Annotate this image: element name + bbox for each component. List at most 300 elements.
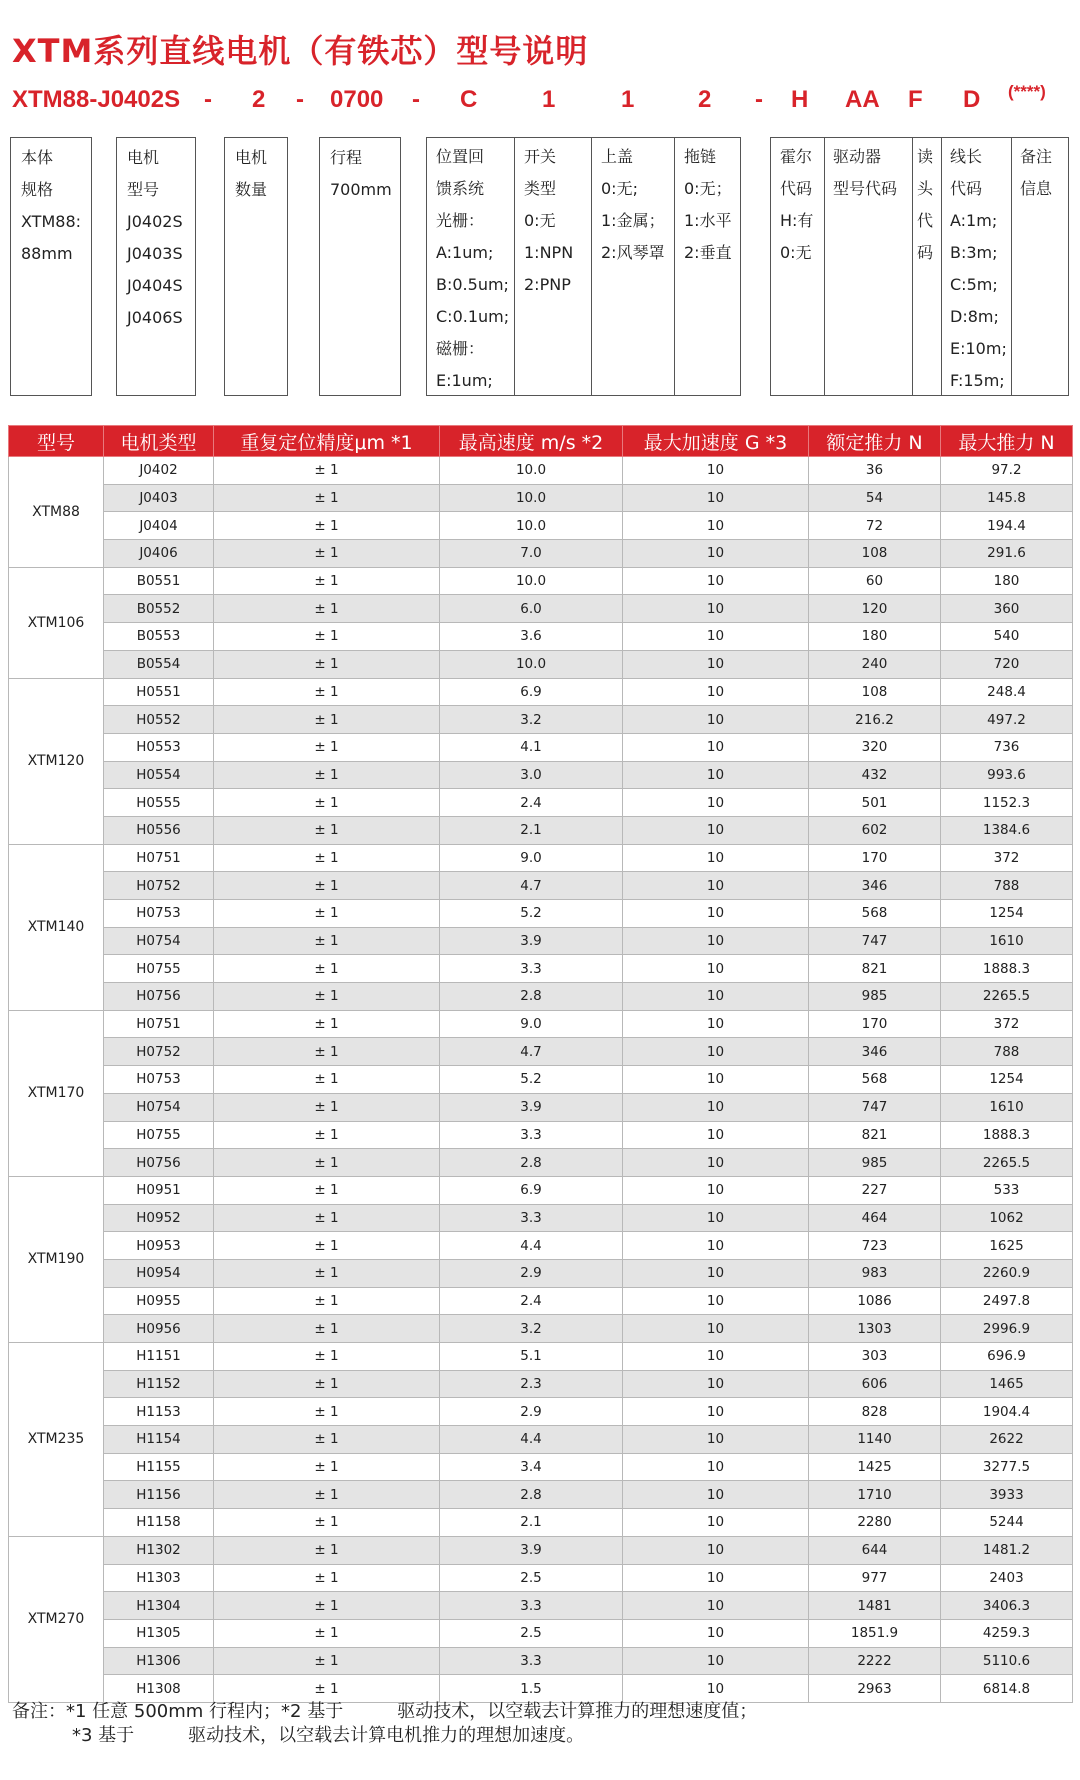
cell-peak-force: 1904.4 [941, 1398, 1073, 1426]
cell-max-speed: 3.3 [440, 1647, 623, 1675]
model-code-segment: AA [845, 86, 880, 113]
cell-rated-force: 1481 [809, 1592, 941, 1620]
cell-motor-type: H0754 [104, 927, 214, 955]
cell-max-acceleration: 10 [623, 1619, 809, 1647]
cell-max-speed: 10.0 [440, 512, 623, 540]
cell-max-acceleration: 10 [623, 1647, 809, 1675]
cell-motor-type: H1302 [104, 1536, 214, 1564]
cell-peak-force: 1481.2 [941, 1536, 1073, 1564]
table-row [9, 983, 1073, 1011]
cell-peak-force: 533 [941, 1176, 1073, 1204]
table-row [9, 540, 1073, 568]
cell-peak-force: 248.4 [941, 678, 1073, 706]
cell-peak-force: 1610 [941, 927, 1073, 955]
model-code-segment: C [460, 86, 478, 113]
cell-repeatability: ± 1 [214, 1509, 440, 1537]
model-code-segment: - [412, 86, 420, 113]
legend-line: 88mm [21, 244, 73, 263]
cell-rated-force: 1851.9 [809, 1619, 941, 1647]
cell-peak-force: 696.9 [941, 1343, 1073, 1371]
cell-peak-force: 788 [941, 1038, 1073, 1066]
legend-line: 1:水平 [684, 211, 732, 230]
cell-max-acceleration: 10 [623, 567, 809, 595]
legend-line: 2:PNP [524, 275, 571, 294]
cell-rated-force: 180 [809, 623, 941, 651]
table-row [9, 457, 1073, 485]
cell-max-speed: 2.8 [440, 983, 623, 1011]
cell-max-speed: 3.2 [440, 1315, 623, 1343]
legend-line: 2:垂直 [684, 243, 732, 262]
cell-repeatability: ± 1 [214, 1564, 440, 1592]
cell-rated-force: 108 [809, 678, 941, 706]
cell-max-acceleration: 10 [623, 1259, 809, 1287]
cell-repeatability: ± 1 [214, 678, 440, 706]
legend-line: 光栅： [436, 211, 485, 230]
header-model: 型号 [9, 426, 104, 457]
cell-repeatability: ± 1 [214, 706, 440, 734]
cell-peak-force: 2622 [941, 1426, 1073, 1454]
cell-max-acceleration: 10 [623, 1592, 809, 1620]
cell-max-speed: 2.1 [440, 1509, 623, 1537]
cell-rated-force: 602 [809, 816, 941, 844]
model-code-line [0, 82, 1080, 122]
cell-rated-force: 108 [809, 540, 941, 568]
legend-line: 700mm [330, 180, 392, 199]
cell-motor-type: H1308 [104, 1675, 214, 1703]
legend-line: 电机 [235, 148, 268, 167]
cell-motor-type: J0403 [104, 484, 214, 512]
cell-rated-force: 828 [809, 1398, 941, 1426]
cell-max-speed: 5.2 [440, 1066, 623, 1094]
cell-model: XTM140 [9, 844, 104, 1010]
legend-drag-chain [674, 137, 741, 396]
table-row [9, 650, 1073, 678]
legend-line: B:3m; [950, 243, 998, 262]
cell-model: XTM270 [9, 1536, 104, 1702]
cell-max-speed: 3.3 [440, 1592, 623, 1620]
cell-max-speed: 3.0 [440, 761, 623, 789]
cell-peak-force: 2497.8 [941, 1287, 1073, 1315]
cell-motor-type: H0755 [104, 1121, 214, 1149]
cell-max-acceleration: 10 [623, 678, 809, 706]
cell-motor-type: H0556 [104, 816, 214, 844]
cell-peak-force: 1254 [941, 900, 1073, 928]
cell-repeatability: ± 1 [214, 623, 440, 651]
cell-repeatability: ± 1 [214, 1176, 440, 1204]
table-row [9, 623, 1073, 651]
cell-repeatability: ± 1 [214, 927, 440, 955]
cell-motor-type: H1303 [104, 1564, 214, 1592]
cell-max-acceleration: 10 [623, 789, 809, 817]
model-code-segment: - [204, 86, 212, 113]
cell-max-speed: 3.9 [440, 1093, 623, 1121]
cell-repeatability: ± 1 [214, 1259, 440, 1287]
table-row [9, 1343, 1073, 1371]
cell-motor-type: H1154 [104, 1426, 214, 1454]
cell-max-acceleration: 10 [623, 512, 809, 540]
cell-model: XTM235 [9, 1343, 104, 1537]
cell-max-speed: 3.9 [440, 927, 623, 955]
cell-repeatability: ± 1 [214, 1426, 440, 1454]
legend-line: 1:金属； [601, 211, 665, 230]
cell-peak-force: 736 [941, 733, 1073, 761]
spec-table-body [9, 457, 1073, 1703]
cell-motor-type: H1304 [104, 1592, 214, 1620]
cell-peak-force: 1465 [941, 1370, 1073, 1398]
cell-max-speed: 3.3 [440, 1204, 623, 1232]
cell-rated-force: 1303 [809, 1315, 941, 1343]
legend-line: J0402S [127, 212, 183, 231]
cell-motor-type: H0751 [104, 1010, 214, 1038]
legend-line: 读 [917, 147, 934, 166]
cell-max-acceleration: 10 [623, 706, 809, 734]
cell-model: XTM106 [9, 567, 104, 678]
cell-max-speed: 5.1 [440, 1343, 623, 1371]
legend-line: 开关 [524, 147, 557, 166]
cell-max-speed: 2.4 [440, 789, 623, 817]
cell-rated-force: 985 [809, 983, 941, 1011]
cell-max-speed: 4.1 [440, 733, 623, 761]
cell-rated-force: 2963 [809, 1675, 941, 1703]
cell-max-acceleration: 10 [623, 1010, 809, 1038]
table-row [9, 678, 1073, 706]
cell-repeatability: ± 1 [214, 1149, 440, 1177]
cell-max-speed: 2.5 [440, 1564, 623, 1592]
cell-max-acceleration: 10 [623, 1453, 809, 1481]
cell-rated-force: 985 [809, 1149, 941, 1177]
cell-max-speed: 3.3 [440, 1121, 623, 1149]
cell-peak-force: 372 [941, 1010, 1073, 1038]
legend-line: C:0.1um; [436, 307, 510, 326]
cell-rated-force: 983 [809, 1259, 941, 1287]
table-row [9, 1426, 1073, 1454]
cell-repeatability: ± 1 [214, 983, 440, 1011]
cell-peak-force: 993.6 [941, 761, 1073, 789]
cell-max-acceleration: 10 [623, 1232, 809, 1260]
legend-line: 2:风琴罩 [601, 243, 665, 262]
cell-max-speed: 2.4 [440, 1287, 623, 1315]
cell-repeatability: ± 1 [214, 1370, 440, 1398]
legend-line: 拖链 [684, 147, 717, 166]
cell-rated-force: 2222 [809, 1647, 941, 1675]
legend-line: 0:无; [601, 179, 638, 198]
cell-max-acceleration: 10 [623, 1121, 809, 1149]
cell-max-speed: 1.5 [440, 1675, 623, 1703]
legend-line: 霍尔 [780, 147, 813, 166]
table-row [9, 872, 1073, 900]
cell-rated-force: 60 [809, 567, 941, 595]
table-row [9, 1536, 1073, 1564]
cell-max-acceleration: 10 [623, 733, 809, 761]
cell-max-acceleration: 10 [623, 844, 809, 872]
cell-max-acceleration: 10 [623, 1370, 809, 1398]
model-code-segment: - [755, 86, 763, 113]
cell-peak-force: 1384.6 [941, 816, 1073, 844]
legend-line: 上盖 [601, 147, 634, 166]
cell-rated-force: 1086 [809, 1287, 941, 1315]
legend-line: E:1um; [436, 371, 493, 390]
legend-line: F:15m; [950, 371, 1005, 390]
cell-motor-type: H0753 [104, 1066, 214, 1094]
cell-rated-force: 320 [809, 733, 941, 761]
legend-remarks [1010, 137, 1069, 396]
cell-rated-force: 346 [809, 872, 941, 900]
cell-peak-force: 180 [941, 567, 1073, 595]
cell-motor-type: H0551 [104, 678, 214, 706]
cell-repeatability: ± 1 [214, 844, 440, 872]
legend-line: 数量 [235, 180, 268, 199]
cell-peak-force: 788 [941, 872, 1073, 900]
cell-max-acceleration: 10 [623, 1176, 809, 1204]
legend-cover [591, 137, 674, 396]
legend-line: 磁栅： [436, 339, 485, 358]
cell-motor-type: H1158 [104, 1509, 214, 1537]
cell-max-acceleration: 10 [623, 1564, 809, 1592]
cell-rated-force: 568 [809, 900, 941, 928]
cell-repeatability: ± 1 [214, 1536, 440, 1564]
header-peak-force: 最大推力 N [941, 426, 1073, 457]
legend-line: 代码 [780, 179, 813, 198]
cell-repeatability: ± 1 [214, 1343, 440, 1371]
cell-max-speed: 2.8 [440, 1149, 623, 1177]
cell-motor-type: H1151 [104, 1343, 214, 1371]
cell-motor-type: H0752 [104, 872, 214, 900]
cell-max-speed: 7.0 [440, 540, 623, 568]
cell-repeatability: ± 1 [214, 733, 440, 761]
cell-motor-type: H0956 [104, 1315, 214, 1343]
cell-motor-type: H0756 [104, 1149, 214, 1177]
cell-max-acceleration: 10 [623, 1398, 809, 1426]
legend-line: A:1um; [436, 243, 494, 262]
table-row [9, 1149, 1073, 1177]
header-max-speed: 最高速度 m/s *2 [440, 426, 623, 457]
model-code-segment: 1 [542, 86, 556, 113]
cell-motor-type: J0406 [104, 540, 214, 568]
legend-hall-code [770, 137, 823, 396]
legend-line: J0406S [127, 308, 183, 327]
model-code-segment: 1 [621, 86, 635, 113]
cell-peak-force: 2260.9 [941, 1259, 1073, 1287]
cell-rated-force: 723 [809, 1232, 941, 1260]
legend-line: 型号代码 [833, 179, 898, 198]
table-row [9, 1315, 1073, 1343]
table-row [9, 1675, 1073, 1703]
cell-motor-type: H0954 [104, 1259, 214, 1287]
cell-repeatability: ± 1 [214, 484, 440, 512]
cell-max-acceleration: 10 [623, 1536, 809, 1564]
table-row [9, 1232, 1073, 1260]
cell-rated-force: 54 [809, 484, 941, 512]
cell-max-acceleration: 10 [623, 1204, 809, 1232]
cell-peak-force: 2265.5 [941, 983, 1073, 1011]
table-row [9, 1176, 1073, 1204]
cell-peak-force: 1152.3 [941, 789, 1073, 817]
cell-max-acceleration: 10 [623, 761, 809, 789]
table-row [9, 567, 1073, 595]
cell-rated-force: 821 [809, 955, 941, 983]
cell-max-speed: 6.0 [440, 595, 623, 623]
legend-line: 0:无 [524, 211, 556, 230]
model-code-segment: 0700 [330, 86, 384, 113]
cell-max-speed: 6.9 [440, 678, 623, 706]
cell-rated-force: 36 [809, 457, 941, 485]
header-rated-force: 额定推力 N [809, 426, 941, 457]
legend-line: 1:NPN [524, 243, 574, 262]
cell-repeatability: ± 1 [214, 1481, 440, 1509]
cell-repeatability: ± 1 [214, 457, 440, 485]
cell-rated-force: 216.2 [809, 706, 941, 734]
header-repeatability: 重复定位精度μm *1 [214, 426, 440, 457]
cell-motor-type: H0755 [104, 955, 214, 983]
cell-peak-force: 360 [941, 595, 1073, 623]
cell-motor-type: H1306 [104, 1647, 214, 1675]
table-row [9, 733, 1073, 761]
legend-line: B:0.5um; [436, 275, 509, 294]
cell-repeatability: ± 1 [214, 955, 440, 983]
cell-rated-force: 346 [809, 1038, 941, 1066]
model-code-segment: H [791, 86, 809, 113]
table-row [9, 1564, 1073, 1592]
legend-switch-type [514, 137, 591, 396]
cell-motor-type: H0754 [104, 1093, 214, 1121]
model-code-segment: D [963, 86, 981, 113]
cell-repeatability: ± 1 [214, 1204, 440, 1232]
cell-max-acceleration: 10 [623, 1481, 809, 1509]
table-row [9, 1259, 1073, 1287]
cell-max-speed: 2.1 [440, 816, 623, 844]
cell-motor-type: H1305 [104, 1619, 214, 1647]
legend-feedback-system [426, 137, 514, 396]
table-row [9, 955, 1073, 983]
table-row [9, 512, 1073, 540]
cell-repeatability: ± 1 [214, 1066, 440, 1094]
cell-max-acceleration: 10 [623, 1093, 809, 1121]
legend-line: 信息 [1020, 179, 1053, 198]
cell-peak-force: 145.8 [941, 484, 1073, 512]
cell-rated-force: 227 [809, 1176, 941, 1204]
cell-max-acceleration: 10 [623, 1509, 809, 1537]
cell-rated-force: 1140 [809, 1426, 941, 1454]
table-row [9, 1121, 1073, 1149]
legend-line: 型号 [127, 180, 160, 199]
cell-rated-force: 170 [809, 1010, 941, 1038]
cell-max-speed: 10.0 [440, 457, 623, 485]
cell-repeatability: ± 1 [214, 1592, 440, 1620]
cell-repeatability: ± 1 [214, 1287, 440, 1315]
legend-line: 0:无 [780, 243, 812, 262]
cell-repeatability: ± 1 [214, 1647, 440, 1675]
cell-rated-force: 464 [809, 1204, 941, 1232]
table-row [9, 927, 1073, 955]
table-row [9, 1370, 1073, 1398]
cell-rated-force: 568 [809, 1066, 941, 1094]
table-row [9, 1287, 1073, 1315]
legend-line: 头 [917, 179, 934, 198]
cell-repeatability: ± 1 [214, 1315, 440, 1343]
footnote-line-1: 备注：*1 任意 500mm 行程内；*2 基于 驱动技术，以空载去计算推力的理想速度值； [12, 1701, 758, 1722]
legend-line: 类型 [524, 179, 557, 198]
cell-model: XTM88 [9, 457, 104, 568]
cell-peak-force: 4259.3 [941, 1619, 1073, 1647]
cell-max-acceleration: 10 [623, 623, 809, 651]
cell-repeatability: ± 1 [214, 595, 440, 623]
cell-max-speed: 3.3 [440, 955, 623, 983]
cell-max-acceleration: 10 [623, 540, 809, 568]
cell-rated-force: 170 [809, 844, 941, 872]
model-code-segment: - [296, 86, 304, 113]
cell-repeatability: ± 1 [214, 1453, 440, 1481]
cell-max-acceleration: 10 [623, 1066, 809, 1094]
cell-rated-force: 240 [809, 650, 941, 678]
cell-max-acceleration: 10 [623, 1426, 809, 1454]
legend-line: XTM88: [21, 212, 82, 231]
table-row [9, 1038, 1073, 1066]
cell-rated-force: 747 [809, 1093, 941, 1121]
cell-peak-force: 720 [941, 650, 1073, 678]
footnote-line-2: *3 基于 驱动技术，以空载去计算电机推力的理想加速度。 [72, 1725, 585, 1746]
table-row [9, 816, 1073, 844]
cell-motor-type: J0404 [104, 512, 214, 540]
cell-repeatability: ± 1 [214, 1010, 440, 1038]
legend-line: D:8m; [950, 307, 999, 326]
cell-repeatability: ± 1 [214, 900, 440, 928]
cell-max-acceleration: 10 [623, 1038, 809, 1066]
legend-line: 0:无； [684, 179, 732, 198]
cell-peak-force: 1888.3 [941, 1121, 1073, 1149]
cell-peak-force: 5244 [941, 1509, 1073, 1537]
cell-motor-type: B0553 [104, 623, 214, 651]
cell-rated-force: 72 [809, 512, 941, 540]
cell-rated-force: 977 [809, 1564, 941, 1592]
model-code-segment: 2 [698, 86, 712, 113]
legend-cable-length [940, 137, 1010, 396]
cell-max-speed: 5.2 [440, 900, 623, 928]
cell-repeatability: ± 1 [214, 761, 440, 789]
cell-peak-force: 2265.5 [941, 1149, 1073, 1177]
cell-motor-type: H0752 [104, 1038, 214, 1066]
cell-motor-type: H0751 [104, 844, 214, 872]
cell-max-acceleration: 10 [623, 1149, 809, 1177]
legend-driver-code [823, 137, 911, 396]
spec-table [8, 425, 1073, 1703]
legend-motor-count [224, 137, 288, 396]
cell-motor-type: H0951 [104, 1176, 214, 1204]
cell-model: XTM190 [9, 1176, 104, 1342]
cell-peak-force: 372 [941, 844, 1073, 872]
legend-line: 备注 [1020, 147, 1053, 166]
legend-readhead-code [911, 137, 940, 396]
cell-peak-force: 2403 [941, 1564, 1073, 1592]
table-row [9, 484, 1073, 512]
legend-line: 码 [917, 243, 934, 262]
cell-motor-type: H0953 [104, 1232, 214, 1260]
cell-max-speed: 4.4 [440, 1426, 623, 1454]
legend-motor-model [116, 137, 196, 396]
cell-repeatability: ± 1 [214, 1038, 440, 1066]
cell-max-acceleration: 10 [623, 900, 809, 928]
cell-peak-force: 3277.5 [941, 1453, 1073, 1481]
cell-repeatability: ± 1 [214, 1121, 440, 1149]
cell-max-speed: 3.2 [440, 706, 623, 734]
legend-line: 驱动器 [833, 147, 882, 166]
cell-max-speed: 2.8 [440, 1481, 623, 1509]
cell-motor-type: H1155 [104, 1453, 214, 1481]
cell-repeatability: ± 1 [214, 567, 440, 595]
cell-rated-force: 303 [809, 1343, 941, 1371]
cell-repeatability: ± 1 [214, 816, 440, 844]
cell-max-speed: 3.9 [440, 1536, 623, 1564]
cell-repeatability: ± 1 [214, 512, 440, 540]
